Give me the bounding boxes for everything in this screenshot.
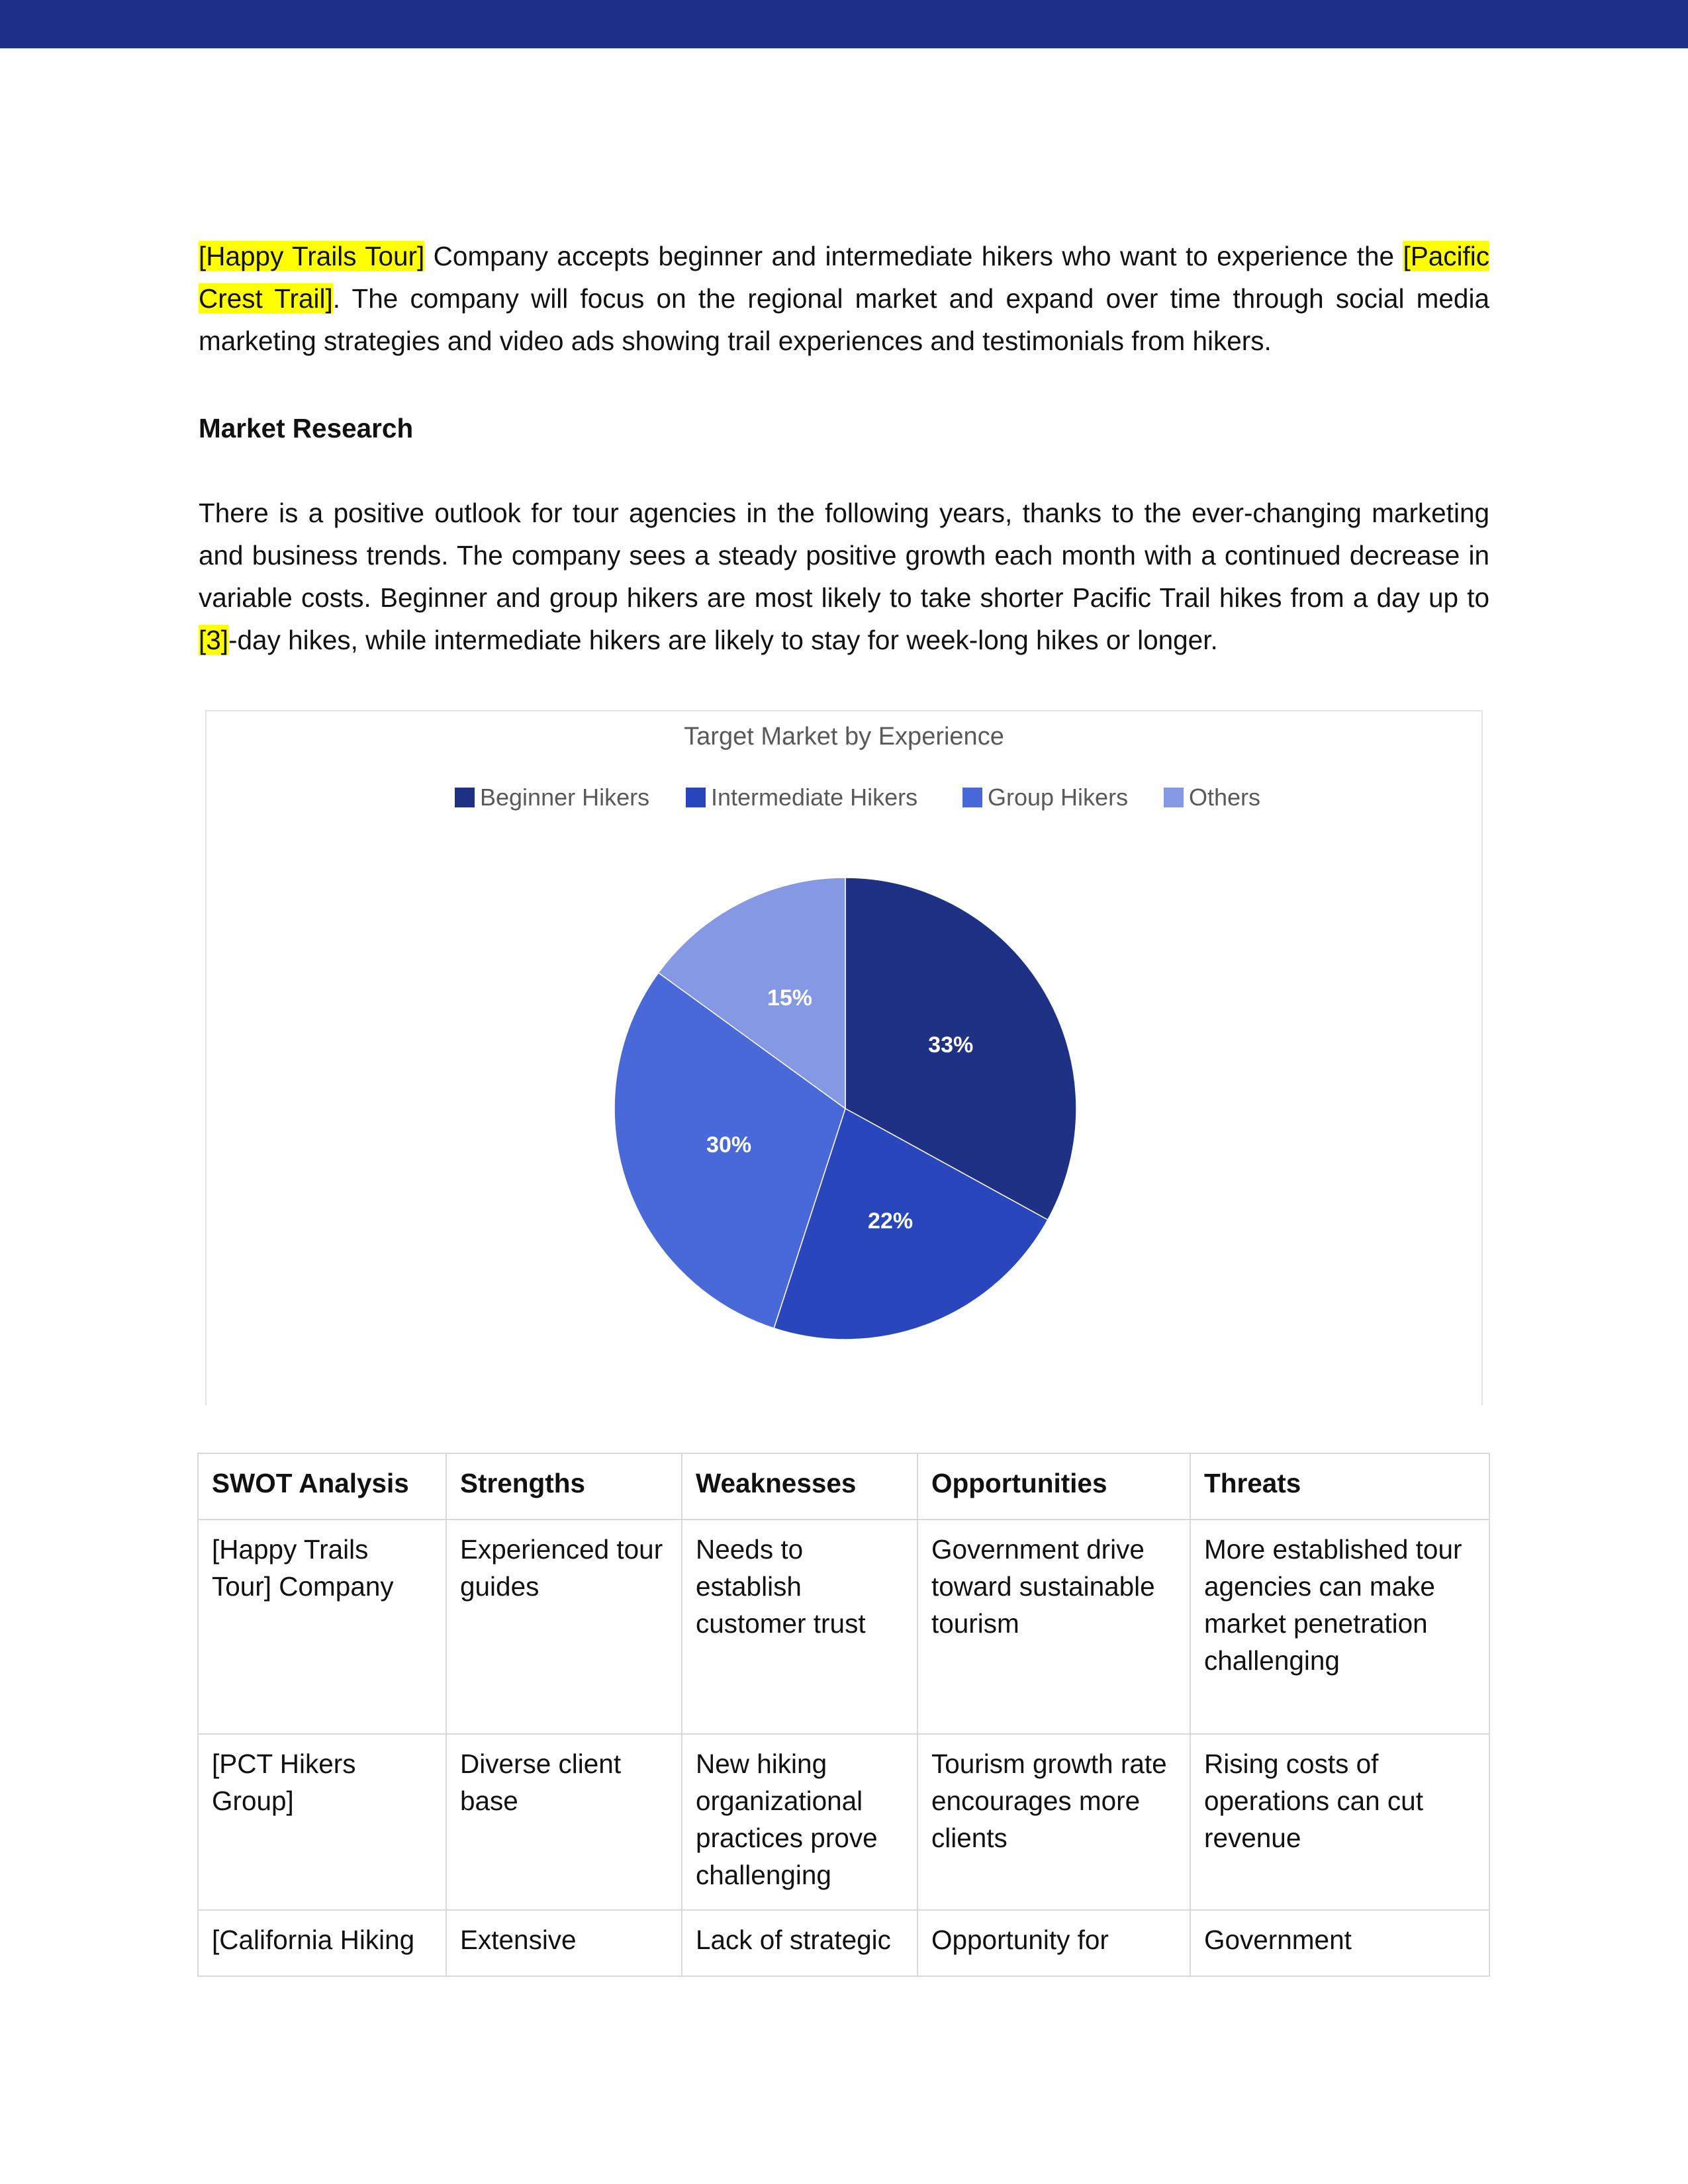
table-cell: Experienced tour guides bbox=[446, 1520, 682, 1734]
table-cell: Extensive bbox=[446, 1910, 682, 1976]
header-cell: Opportunities bbox=[917, 1453, 1190, 1520]
table-row bbox=[198, 1520, 1489, 1734]
table-cell: Tourism growth rate encourages more clients bbox=[917, 1734, 1190, 1910]
data-label: 33% bbox=[928, 1032, 974, 1058]
market-text-1: There is a positive outlook for tour agencies in the following years, thanks to the ever-changing marketing and business trends. The company sees a steady positive growth each month with a continued decrease in variable costs. Beginner and group hikers are most likely to take shorter Pacific Trail hikes from a day up to bbox=[199, 498, 1489, 613]
table-cell: [PCT Hikers Group] bbox=[198, 1734, 446, 1910]
header-cell: SWOT Analysis bbox=[198, 1453, 446, 1520]
table-cell: Needs to establish customer trust bbox=[682, 1520, 917, 1734]
table-cell: [Happy Trails Tour] Company bbox=[198, 1520, 446, 1734]
table-cell: [California Hiking bbox=[198, 1910, 446, 1976]
market-text-2: -day hikes, while intermediate hikers are likely to stay for week-long hikes or longer. bbox=[228, 625, 1218, 655]
header-cell: Weaknesses bbox=[682, 1453, 917, 1520]
header-cell: Threats bbox=[1190, 1453, 1489, 1520]
chart-title: Target Market by Experience bbox=[684, 723, 1004, 751]
table-row bbox=[198, 1910, 1489, 1976]
trail-placeholder: [Pacific Crest Trail] bbox=[199, 241, 1489, 314]
legend-label: Intermediate Hikers bbox=[711, 784, 918, 811]
table-cell: New hiking organizational practices prove challenging bbox=[682, 1734, 917, 1910]
intro-text-1: Company accepts beginner and intermediate hikers who want to experience the bbox=[424, 241, 1403, 271]
table-cell: Rising costs of operations can cut revenue bbox=[1190, 1734, 1489, 1910]
intro-text-2: . The company will focus on the regional market and expand over time through social media marketing strategies and video ads showing trail experiences and testimonials from hikers. bbox=[199, 283, 1489, 356]
swot-table bbox=[197, 1453, 1490, 1977]
header-cell: Strengths bbox=[446, 1453, 682, 1520]
table-header-row bbox=[198, 1453, 1489, 1520]
table-cell: Government drive toward sustainable tourism bbox=[917, 1520, 1190, 1734]
table-row bbox=[198, 1734, 1489, 1910]
legend-label: Group Hikers bbox=[988, 784, 1129, 811]
data-label: 22% bbox=[868, 1208, 914, 1234]
table-cell: Government bbox=[1190, 1910, 1489, 1976]
pie-plot bbox=[207, 711, 1481, 1406]
intro-paragraph bbox=[199, 235, 1489, 362]
table-cell: Opportunity for bbox=[917, 1910, 1190, 1976]
data-label: 15% bbox=[767, 985, 813, 1011]
market-research-paragraph bbox=[199, 492, 1489, 661]
pie-chart bbox=[205, 710, 1483, 1405]
table-cell: Lack of strategic bbox=[682, 1910, 917, 1976]
legend-label: Others bbox=[1189, 784, 1261, 811]
table-cell: Diverse client base bbox=[446, 1734, 682, 1910]
data-label: 30% bbox=[706, 1132, 752, 1158]
market-research-heading: Market Research bbox=[199, 413, 414, 443]
company-placeholder: [Happy Trails Tour] bbox=[199, 241, 425, 271]
days-placeholder: [3] bbox=[199, 625, 229, 655]
legend-label: Beginner Hikers bbox=[480, 784, 650, 811]
table-cell: More established tour agencies can make market penetration challenging bbox=[1190, 1520, 1489, 1734]
header-band bbox=[0, 0, 1688, 48]
